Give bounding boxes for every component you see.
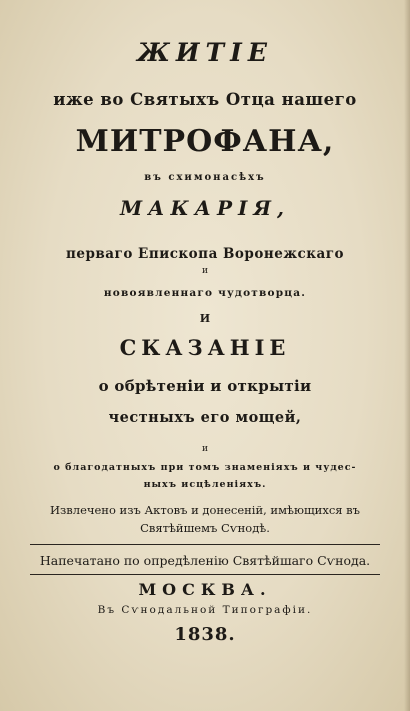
bishop-line: перваго Епископа Воронежскаго bbox=[66, 246, 344, 262]
schema-line: въ схимонасѣхъ bbox=[144, 172, 266, 183]
bottom-rule bbox=[30, 574, 380, 575]
top-rule bbox=[30, 544, 380, 545]
conjunction-i-2: И bbox=[199, 312, 211, 325]
signs-line: о благодатныхъ при томъ знаменіяхъ и чудес- bbox=[53, 462, 357, 473]
title-subline-saint: иже во Святыхъ Отца нашего bbox=[53, 90, 357, 109]
printer-line: Въ Сѵнодальной Типографіи. bbox=[97, 604, 313, 616]
saint-name: МИТРОФАНА, bbox=[75, 124, 335, 159]
relics-line: честныхъ его мощей, bbox=[108, 409, 302, 426]
skazanie-heading: СКАЗАНІЕ bbox=[119, 335, 291, 360]
city-line: МОСКВА. bbox=[138, 580, 272, 599]
wonderworker-line: новоявленнаго чудотворца. bbox=[103, 287, 307, 299]
book-title: ЖИТІЕ bbox=[137, 38, 273, 67]
source-line-2: Святѣйшемъ Сѵнодѣ. bbox=[140, 521, 270, 535]
imprimatur-line: Напечатано по опредѣленію Святѣйшаго Сѵнода. bbox=[39, 553, 371, 568]
healings-line: ныхъ исцѣленіяхъ. bbox=[143, 479, 267, 490]
conjunction-i-3: и bbox=[202, 444, 208, 454]
year-line: 1838. bbox=[174, 624, 236, 645]
discovery-line: о обрѣтеніи и открытіи bbox=[98, 377, 312, 395]
conjunction-i-1: и bbox=[202, 266, 208, 276]
source-line-1: Извлечено изъ Актовъ и донесеній, имѣющихся въ bbox=[50, 503, 360, 517]
schema-name: МАКАРІЯ, bbox=[120, 196, 290, 220]
